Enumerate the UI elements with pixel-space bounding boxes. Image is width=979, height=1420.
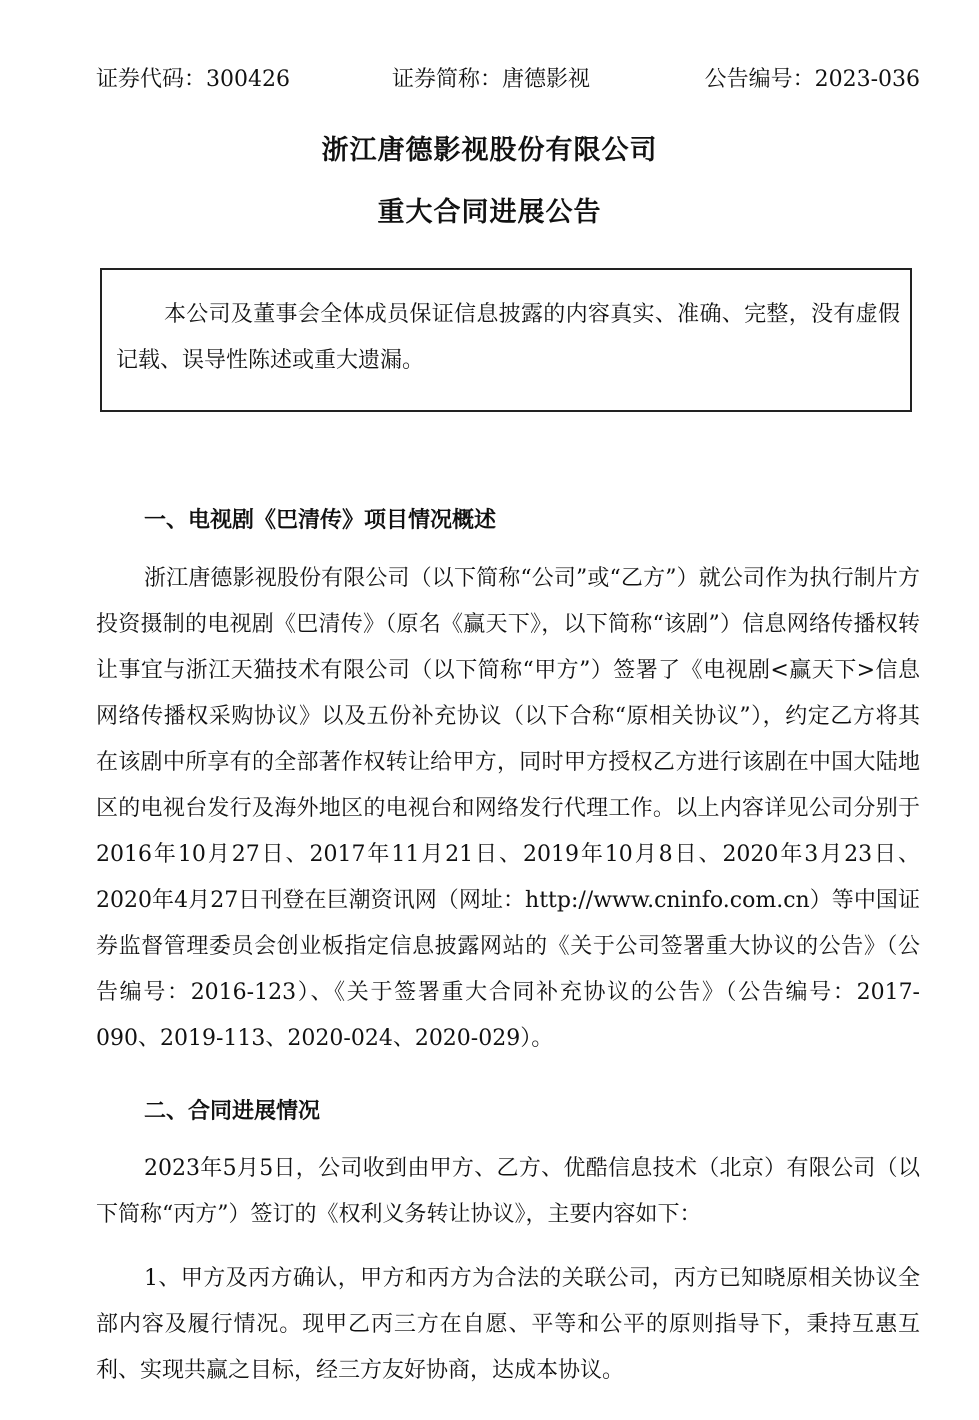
stock-code: 证券代码：300426: [96, 67, 290, 92]
company-title: 浙江唐德影视股份有限公司: [321, 135, 658, 166]
document-header: [96, 60, 920, 100]
section-2-heading: 二、合同进展情况: [144, 1099, 321, 1124]
section-1-paragraph: 浙江唐德影视股份有限公司（以下简称“公司”或“乙方”）就公司作为执行制片方投资摄制的电视剧《巴清传》（原名《赢天下》，以下简称“该剧”）信息网络传播权转让事宜与浙江天猫技术有限公司（以下简称“甲方”）签署了《电视剧<赢天下>信息网络传播权采购协议》以及五份补充协议（以下合称“原相关协议”），约定乙方将其在该剧中所享有的全部著作权转让给甲方，同时甲方授权乙方进行该剧在中国大陆地区的电视台发行及海外地区的电视台和网络发行代理工作。以上内容详见公司分别于2016年10月27日、2017年11月21日、2019年10月8日、2020年3月23日、2020年4月27日刊登在巨潮资讯网（网址：http://www.cninfo.com.cn）等中国证券监督管理委员会创业板指定信息披露网站的《关于公司签署重大协议的公告》（公告编号：2016-123）、《关于签署重大合同补充协议的公告》（公告编号：2017-090、2019-113、2020-024、2020-029）。: [96, 566, 920, 1051]
section-2-paragraph-1: 2023年5月5日，公司收到由甲方、乙方、优酷信息技术（北京）有限公司（以下简称“丙方”）签订的《权利义务转让协议》，主要内容如下：: [96, 1156, 920, 1227]
disclosure-notice-text: 本公司及董事会全体成员保证信息披露的内容真实、准确、完整，没有虚假记载、误导性陈述或重大遗漏。: [116, 302, 900, 373]
section-1-heading: 一、电视剧《巴清传》项目情况概述: [144, 508, 497, 533]
announcement-number: 公告编号：2023-036: [704, 67, 920, 92]
announcement-title: 重大合同进展公告: [377, 197, 602, 228]
disclosure-notice-box: [100, 268, 912, 412]
section-2-paragraph-2: 1、甲方及丙方确认，甲方和丙方为合法的关联公司，丙方已知晓原相关协议全部内容及履行情况。现甲乙丙三方在自愿、平等和公平的原则指导下，秉持互惠互利、实现共赢之目标，经三方友好协商，达成本协议。: [96, 1266, 920, 1383]
stock-name: 证券简称：唐德影视: [392, 67, 591, 92]
